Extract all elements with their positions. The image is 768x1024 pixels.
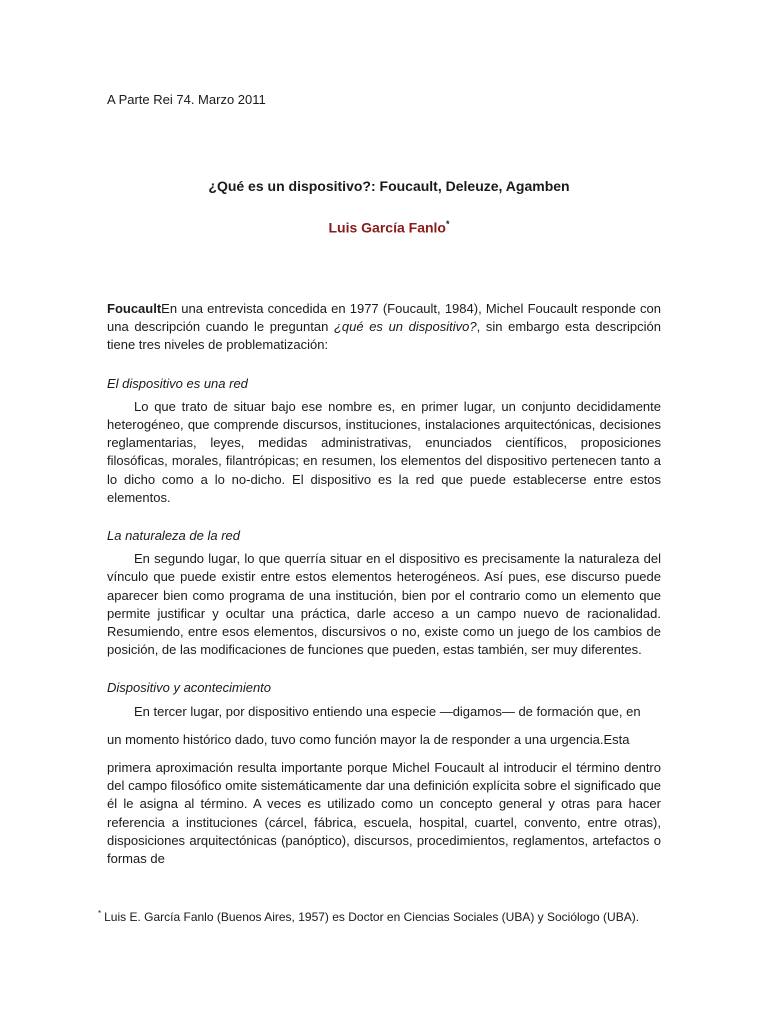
intro-paragraph — [107, 300, 661, 355]
section-paragraph-2: En segundo lugar, lo que querría situar en el dispositivo es precisamente la naturaleza del vínculo que puede existir entre estos elementos heterogéneos. Así pues, ese discurso puede aparecer bien como programa de una institución, bien por el contrario como un elemento que permite justificar y ocultar una práctica, darle acceso a un campo nuevo de racionalidad. Resumiendo, entre esos elementos, discursivos o no, existe como un juego de los cambios de posición, de las modificaciones de funciones que pueden, estas también, ser muy diferentes. — [107, 551, 661, 658]
section-paragraph-3-line2 — [107, 731, 661, 749]
author-footnote-mark: * — [445, 219, 450, 229]
section-3-line2-tail: Esta — [603, 731, 630, 747]
section-3-line2-text: un momento histórico dado, tuvo como función mayor la de responder a una urgencia. — [107, 731, 604, 747]
intro-question: ¿qué es un dispositivo? — [333, 319, 477, 335]
footnote-mark: * — [98, 909, 102, 918]
document-title: ¿Qué es un dispositivo?: Foucault, Deleuze, Agamben — [208, 178, 570, 194]
section-heading-1: El dispositivo es una red — [107, 375, 248, 391]
section-paragraph-1: Lo que trato de situar bajo ese nombre es, en primer lugar, un conjunto decididamente heterogéneo, que comprende discursos, instituciones, instalaciones arquitectónicas, decisiones reglamentarias, leyes, medidas administrativas, enunciados científicos, proposiciones filosóficas, morales, filantrópicas; en resumen, los elementos del dispositivo pertenecen tanto a lo dicho como a lo no-dicho. El dispositivo es la red que puede establecerse entre estos elementos. — [107, 398, 661, 505]
section-heading-2: La naturaleza de la red — [107, 528, 240, 544]
footnote — [98, 906, 661, 925]
author-name: Luis García Fanlo — [328, 219, 446, 236]
section-paragraph-3-line1: En tercer lugar, por dispositivo entiendo una especie —digamos— de formación que, en — [134, 703, 641, 719]
running-header: A Parte Rei 74. Marzo 2011 — [107, 92, 266, 107]
section-heading-3: Dispositivo y acontecimiento — [107, 680, 272, 696]
intro-lead: Foucault — [107, 301, 162, 316]
document-body — [107, 300, 661, 868]
section-paragraph-3-rest: primera aproximación resulta importante porque Michel Foucault al introducir el término dentro del campo filosófico omite sistemáticamente dar una definición explícita sobre el significado que él le asigna al término. A veces es utilizado como un concepto general y otras para hacer referencia a instituciones (cárcel, fábrica, escuela, hospital, cuartel, convento, entre otras), disposiciones arquitectónicas (panóptico), discursos, procedimientos, reglamentos, artefactos o formas de — [107, 760, 661, 867]
intro-text-after: , sin embargo esta descripción tiene tres niveles de problematización: — [107, 319, 661, 353]
intro-text-before: En una entrevista concedida en 1977 (Foucault, 1984), Michel Foucault responde con una descripción cuando le preguntan — [107, 301, 661, 335]
author-line — [0, 219, 768, 236]
footnote-text: Luis E. García Fanlo (Buenos Aires, 1957) es Doctor en Ciencias Sociales (UBA) y Sociólogo (UBA). — [104, 910, 640, 924]
